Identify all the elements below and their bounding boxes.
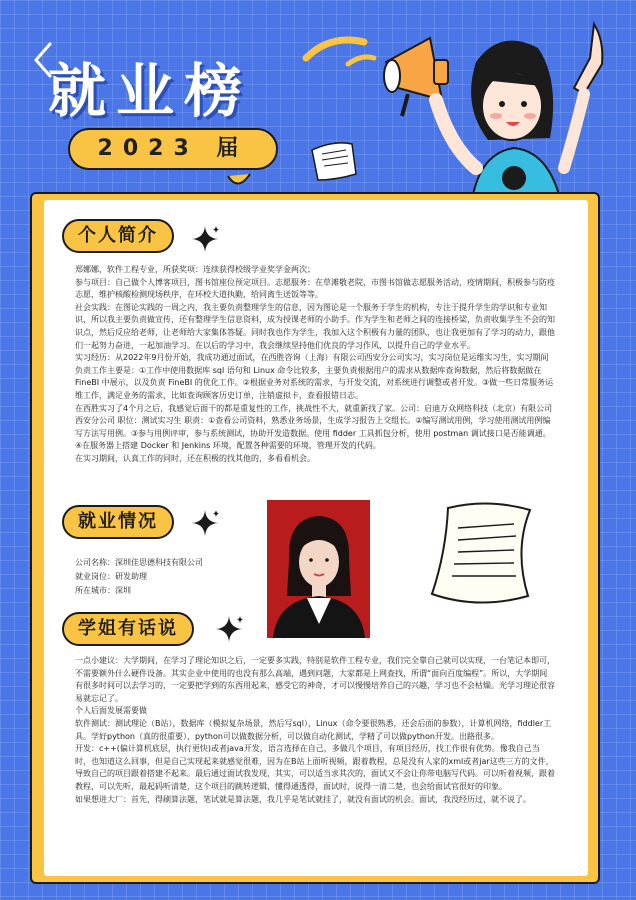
intro-paragraph: 在西胜实习了4个月之后，我感觉后面干的都是重复性的工作，挑战性不大，就重新找了家。公司：启迪万众网络科技（北京）有限公司西安分公司 职位：测试实习生 职责：①查看公司资料，熟悉业务场景，生成学习报告上交组长。②编写测试用例，学习使用测试用例编写方法写用例。③参与用例评审，参与系统测试，协助开发造数据。使用 fidder 工具抓包分析，使用 postman 调试接口是否能调通。④在服务器上搭建 Docker 和 Jenkins 环境，配置各种需要的环境，管理开发的代码。 bbox=[75, 403, 553, 451]
paper-icon bbox=[306, 136, 360, 186]
swoosh-decoration bbox=[300, 28, 380, 68]
page-title: 就业榜 bbox=[48, 57, 253, 125]
job-position: 就业岗位：研发助理 bbox=[75, 572, 147, 581]
intro-paragraph: 社会实践：在图论实践的一周之内，我主要负责整理学生的信息，因为图论是一个服务于学生的机构，专注于提升学生的学识和专业知识，所以我主要负责做宣传，还有整理学生信息资料，成为授课老师的小助手。作为学生和老师之间的连接桥梁，负责收集学生不会的知识点，然后反应给老师，让老师给大家集体答疑。同时我也作为学生，我加入这个积极有力量的团队，也让我更加有了学习的动力，跟他们一起努力奋进，一起加油学习。在以后的学习中，我会继续坚持他们优良的学习作风，以提升自己的学业水平。 bbox=[75, 302, 555, 350]
company-name: 公司名称：深圳佳思德科技有限公司 bbox=[75, 558, 203, 567]
advice-paragraph: 个人后面发展需要做 bbox=[75, 706, 147, 716]
paper-icon bbox=[418, 500, 548, 610]
intro-paragraph: 郑娜娜，软件工程专业，所获奖项：连续获得校级学业奖学金两次； bbox=[75, 265, 315, 274]
sparkle-icon bbox=[190, 508, 220, 538]
section-heading-employment: 就业情况 bbox=[62, 505, 174, 539]
advice-paragraph: 开发：c++(偏计算机底层，执行更快)或者java开发，语言选择在自己，多做几个项目，有项目经历，找工作很有优势。像我自己当时，也知道这么回事，但是自己实现起来就感觉很难，因为在B站上面听视频，跟着教程，总是没有人家的xml或者jar这些三方的文件，导致自己的项目跟着搭建不起来。最后通过面试我发现，其实，可以适当求其次的，面试又不会让你带电脑写代码。可以听着视频，跟着教程，可以先听，最起码听清楚，这个项目的跳转逻辑，懂得通透得，面试时，说得一清二楚，也会给面试官很好的印象。 bbox=[75, 744, 555, 791]
employment-info bbox=[75, 556, 203, 598]
intro-paragraph: 实习经历：从2022年9月份开始，我成功通过面试，在西胜咨询（上海）有限公司西安分公司实习，实习岗位是运维实习生，实习期间负责工作主要是：①工作中使用数据库 sql 语句和 Linux 命令比较多，主要负责根据用户的需求从数据库查询数据，然后将数据做在 FineBI 中展示，以及负责 FineBI 的优化工作。②根据业务对系统的需求，与开发交流，对系统进行调整或者开发。③做一些日常服务运维工作，满足业务的需求，比如查询顾客历史订单，注销虚拟卡，查看报错日志。 bbox=[75, 353, 554, 400]
intro-paragraph: 在实习期间，认真工作的同时，还在积极的找其他的，多看看机会。 bbox=[75, 453, 315, 463]
advice-paragraph: 一点小建议：大学期间，在学习了理论知识之后，一定要多实践，特别是软件工程专业，我们完全靠自己就可以实现，一台笔记本即可，不需要额外什么硬件设备。其实企业中使用的也没有那么高端，遇到问题，大家都是上网查找，所谓“面向百度编程”。所以，大学期间有很多时间可以去学习的，一定要把学到的东西用起来，感受它的神奇，才可以慢慢培养自己的兴趣，学习也不会枯燥。光学习理论很容易就忘记了。 bbox=[75, 656, 555, 703]
bracket-decoration bbox=[30, 40, 56, 80]
section-heading-advice: 学姐有话说 bbox=[62, 612, 194, 646]
intro-text bbox=[75, 264, 555, 466]
advice-paragraph: 如果想进大厂：首先，得刷算法题，笔试就是算法题，我几乎是笔试就挂了，就没有面试的机会。面试，我没经历过，就不说了。 bbox=[75, 794, 531, 804]
job-city: 所在城市：深圳 bbox=[75, 586, 131, 595]
section-heading-intro: 个人简介 bbox=[62, 219, 174, 253]
advice-paragraph: 软件测试：测试理论（B站），数据库（模拟复杂场景，然后写sql），Linux（命令要很熟悉，还会后面的参数），计算机网络，fiddler工具。学好python（真的很重要），python可以做数据分析，可以做自动化测试，学精了可以做python开发。出路很多。 bbox=[75, 718, 552, 741]
intro-paragraph: 参与项目：自己做个人博客项目，图书馆座位预定项目。志愿服务：在草滩敬老院，市图书馆做志愿服务活动，疫情期间，积极参与防疫志愿，维护核酸检测现场秩序，在环校大道执勤，给同离生送饭等等。 bbox=[75, 277, 555, 300]
year-badge: 2023 届 bbox=[68, 128, 278, 170]
student-girl-illustration bbox=[378, 18, 628, 218]
id-photo bbox=[267, 500, 370, 638]
sparkle-icon bbox=[190, 224, 220, 254]
sparkle-icon bbox=[214, 614, 244, 644]
advice-text bbox=[75, 655, 555, 806]
